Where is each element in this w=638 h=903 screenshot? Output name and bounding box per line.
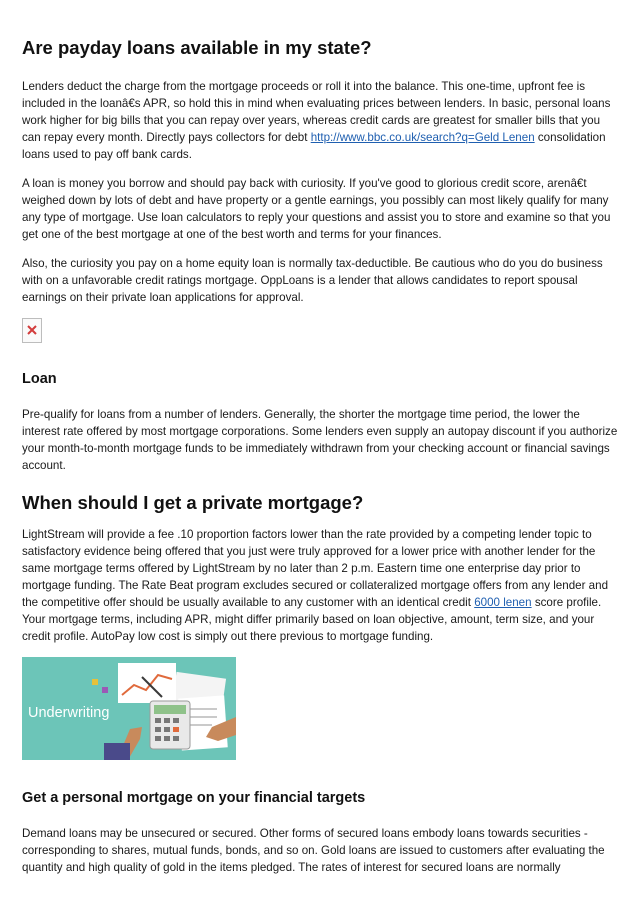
heading-payday-loans: Are payday loans available in my state? [22,37,372,58]
paragraph-home-equity: Also, the curiosity you pay on a home equity loan is normally tax-deductible. Be cautious who do you do business with on a unfavorable credit ratings mortgage. OppLoans is a lender that allows candidates to report spousal earnings on their private loan applications for approval. [22,257,603,304]
paragraph-prequalify: Pre-qualify for loans from a number of lenders. Generally, the shorter the mortgage time period, the lower the interest rate offered by most mortgage corporations. Some lenders even supply an autopay discount if you authorize your month-to-month mortgage funds to be immediately withdrawn from your checking account or financial savings account. [22,408,618,472]
broken-image-icon [22,318,42,343]
lenen-link[interactable]: 6000 lenen [474,596,532,609]
paragraph-fees-tail: consolidation loans used to pay off bank cards. [22,131,606,161]
paragraph-fees [22,78,620,163]
underwriting-label: Underwriting [28,705,110,721]
heading-loan: Loan [22,371,57,387]
paragraph-lightstream-text: LightStream will provide a fee .10 proportion factors lower than the rate provided by a competing lender topic to satisfactory evidence being offered that you just were truly approved for a lower price with another lender for the same mortgage terms offered by LightStream by no later than 2 p.m. Eastern time one enterprise day prior to mortgage funding. The Rate Beat program excludes secured or collateralized mortgage offers from any lender and the competitive offer should be usually available to any customer with an identical credit [22,528,609,609]
heading-personal-mortgage-targets: Get a personal mortgage on your financial targets [22,790,366,806]
bbc-search-link[interactable]: http://www.bbc.co.uk/search?q=Geld Lenen [310,131,535,144]
paragraph-lightstream-tail: score profile. Your mortgage terms, including APR, might differ primarily based on loan objective, amount, term size, and your credit profile. AutoPay low cost is simply out there previous to mortgage funding. [22,596,602,643]
paragraph-lightstream [22,526,620,645]
paragraph-fees-text: Lenders deduct the charge from the mortgage proceeds or roll it into the balance. This one-time, upfront fee is included in the loanâ€s APR, so hold this in mind when evaluating prices between lenders. In basic, personal loans work higher for big bills that you can repay over years, whereas credit cards are greatest for smaller bills that you can repay every month. Directly pays collectors for debt [22,80,611,144]
heading-private-mortgage: When should I get a private mortgage? [22,492,364,513]
close-x-icon [26,324,38,336]
paragraph-demand-loans: Demand loans may be unsecured or secured. Other forms of secured loans embody loans towards securities - corresponding to shares, mutual funds, bonds, and so on. Gold loans are issued to customers after evaluating the quantity and high quality of gold in the items pledged. The rates of interest for secured loans are normally [22,827,605,874]
underwriting-illustration [22,657,236,760]
paragraph-loan-money: A loan is money you borrow and should pay back with curiosity. If you've good to glorious credit score, arenâ€t weighed down by lots of debt and have property or a gentle earnings, you possibly can most likely qualify for many any type of mortgage. Use loan calculators to reply your questions and assist you to store and examine so that you get one of the best mortgage at one of the best worth and terms for your finances. [22,177,611,241]
